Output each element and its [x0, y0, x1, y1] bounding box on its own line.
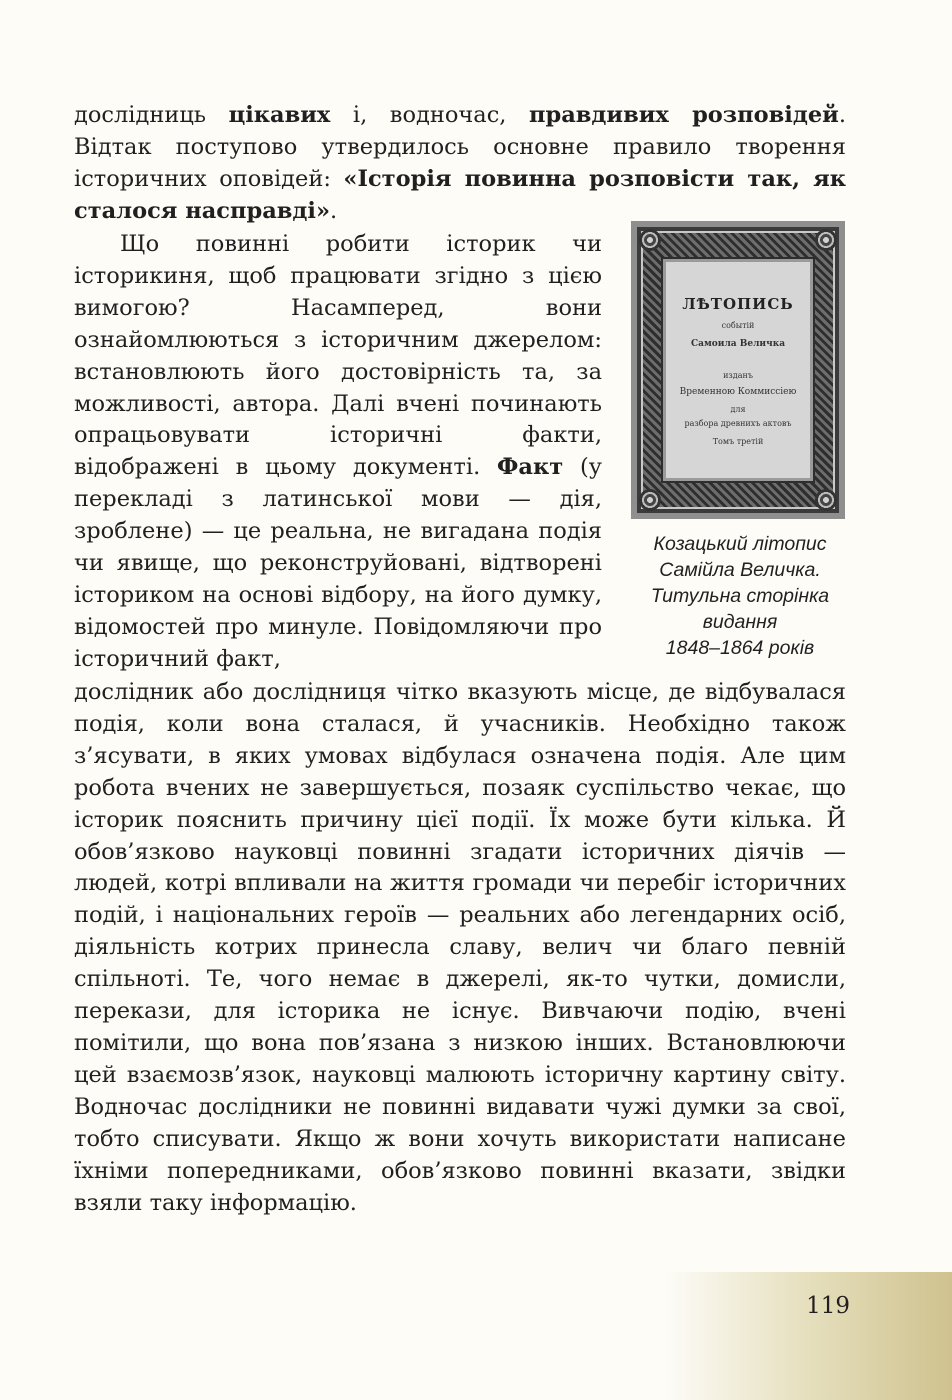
figure-caption [620, 531, 860, 661]
corner-ornament [815, 229, 837, 251]
book-title: ЛѢТОПИСЬ [682, 295, 794, 313]
footer-color-band [665, 1272, 952, 1400]
lower-paragraph-text: дослідник або дослідниця чітко вказують місце, де відбувалася подія, коли вона сталася, й учасників. Необхідно також з’ясувати, в яких умовах відбулася означена подія. Але цим робота вчених не завершується, позаяк суспільство чекає, що історик пояснить причину цієї події. Їх може бути кілька. Й обов’язково науковці повинні згадати історичних діячів — людей, котрі впливали на життя громади чи перебіг історичних подій, і національних героїв — реальних або легендарних осіб, діяльність котрих принесла славу, велич чи благо певній спільноті. Те, чого немає в джерелі, як-то чутки, домисли, перекази, для історика не існує. Вивчаючи подію, вчені помітили, що вона пов’язана з низкою інших. Встановлюючи цей взаємозв’язок, науковці малюють історичну картину світу. Водночас дослідники не повинні видавати чужі думки за свої, тобто списувати. Якщо ж вони хочуть використати написане їхніми попередниками, обов’язково повинні вказати, звідки взяли таку інформацію. [74, 679, 846, 1216]
intro-text-1: дослідниць [74, 102, 229, 128]
intro-text-2: і, водночас, [330, 102, 529, 128]
intro-bold-truthful-stories: правдивих розповідей [529, 102, 839, 128]
book-line: для [730, 405, 746, 414]
image-frame [637, 227, 839, 513]
intro-text-4: . [330, 197, 338, 224]
page-number: 119 [806, 1293, 850, 1319]
caption-line: видання [702, 611, 778, 633]
caption-line: Самійла Величка. [659, 559, 821, 581]
corner-ornament [639, 229, 661, 251]
intro-bold-interesting: цікавих [228, 102, 331, 128]
title-page-panel [661, 257, 815, 483]
intro-text-3: . Відтак поступово утвердилось основне правило творення історичних оповідей: [74, 102, 846, 192]
term-fact: Факт [497, 454, 564, 481]
corner-ornament [815, 489, 837, 511]
book-line: Временною Коммиссіею [679, 387, 797, 397]
book-line: Томъ третій [712, 437, 764, 446]
book-line: Самоила Величка [690, 339, 786, 349]
intro-bold-history-rule: «Історія повинна розповісти так, як сталося насправді» [74, 165, 846, 224]
caption-line: Титульна сторінка [650, 585, 830, 607]
corner-ornament [639, 489, 661, 511]
wrapped-text-1: Що повинні робити історик чи історикиня, щоб працювати згідно з цією вимогою? Насамперед, вони ознайомлюються з історичним джерелом: встановлюють його достовірність та, за можливості, автора. Далі вчені починають опрацьовувати історичні факти, відображені в цьому документі. [74, 231, 602, 481]
wrapped-text-2: (у перекладі з латинської мови — дія, зроблене) — це реальна, не вигадана подія чи явище, що реконструйовані, відтворені істориком на основі відбору, на його думку, відомостей про минуле. Повідомляючи про історичний факт, [74, 454, 602, 672]
lower-paragraph [74, 677, 846, 1219]
wrapped-paragraph [74, 229, 602, 676]
intro-paragraph [74, 100, 846, 228]
caption-line: 1848–1864 років [665, 637, 815, 659]
book-line: разбора древнихъ актовъ [684, 419, 792, 428]
book-line: событій [721, 321, 755, 330]
chronicle-title-page-image [631, 221, 845, 519]
book-line: изданъ [723, 371, 753, 380]
caption-line: Козацький літопис [653, 533, 827, 555]
